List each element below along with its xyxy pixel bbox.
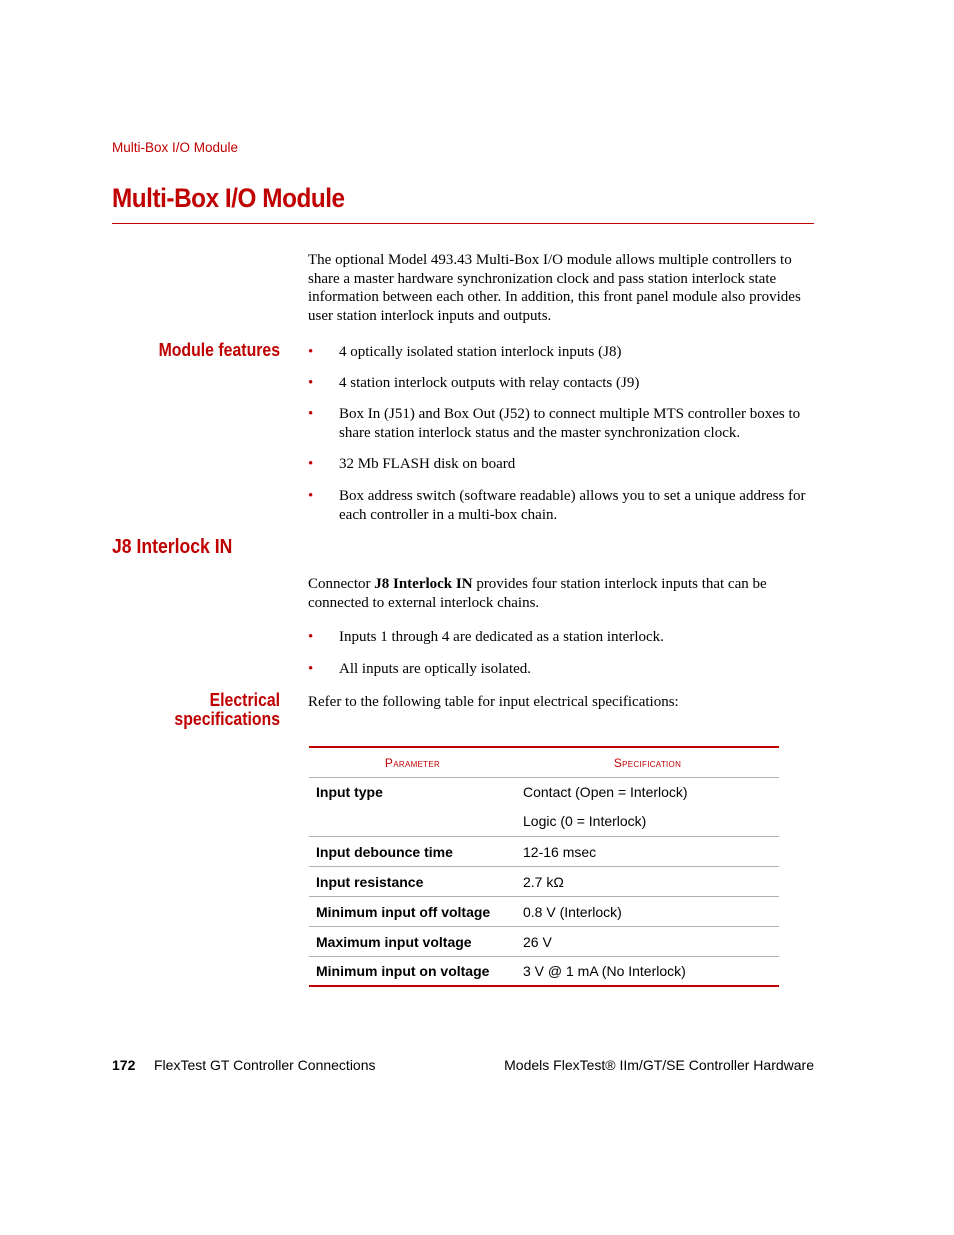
- list-item: • 32 Mb FLASH disk on board: [308, 456, 516, 473]
- column-header-specification: Specification: [516, 747, 779, 778]
- specification-cell: 26 V: [516, 927, 779, 957]
- specification-cell: 3 V @ 1 mA (No Interlock): [523, 963, 686, 979]
- parameter-cell: Minimum input on voltage: [316, 963, 490, 979]
- list-item: • 4 optically isolated station interlock inputs (J8): [308, 344, 622, 360]
- specification-cell: 2.7 kΩ: [516, 867, 779, 897]
- list-item: • All inputs are optically isolated.: [308, 660, 532, 677]
- parameter-cell: Minimum input off voltage: [309, 897, 516, 927]
- bullet-icon: •: [308, 344, 314, 360]
- page-title: Multi-Box I/O Module: [112, 183, 345, 213]
- footer-book-title: Models FlexTest® IIm/GT/SE Controller Hardware: [504, 1057, 814, 1073]
- parameter-cell: Input resistance: [309, 867, 516, 897]
- footer-chapter-title: FlexTest GT Controller Connections: [154, 1057, 376, 1073]
- running-head: Multi-Box I/O Module: [112, 140, 239, 155]
- list-item: • Box address switch (software readable) allows you to set a unique address for each controller in a multi-box chain.: [308, 488, 806, 523]
- table-row: [309, 957, 779, 987]
- specification-cell: Contact (Open = Interlock) Logic (0 = Interlock): [516, 778, 779, 837]
- module-features-heading: Module features: [158, 340, 280, 360]
- bullet-icon: •: [308, 629, 314, 645]
- connector-name: J8 Interlock IN: [374, 576, 473, 592]
- title-rule: [112, 223, 814, 224]
- parameter-cell: Input debounce time: [309, 837, 516, 867]
- bullet-icon: •: [308, 406, 314, 423]
- bullet-icon: •: [308, 375, 314, 392]
- list-item: • 4 station interlock outputs with relay contacts (J9): [308, 375, 640, 392]
- list-item: • Inputs 1 through 4 are dedicated as a station interlock.: [308, 629, 664, 645]
- bullet-icon: •: [308, 488, 314, 505]
- j8-interlock-heading: J8 Interlock IN: [112, 536, 233, 558]
- specification-cell: 0.8 V (Interlock): [516, 897, 779, 927]
- intro-paragraph: The optional Model 493.43 Multi-Box I/O module allows multiple controllers to share a master hardware synchronization clock and pass station interlock state information between each other. In addition, this front panel module also provides user station interlock inputs and outputs.: [308, 252, 801, 325]
- table-row: [309, 778, 779, 837]
- table-row: [309, 897, 779, 927]
- parameter-cell: Input type: [309, 778, 516, 837]
- bullet-icon: •: [308, 456, 314, 473]
- table-row: [309, 837, 779, 867]
- specification-cell: 12-16 msec: [516, 837, 779, 867]
- table-header-row: [309, 747, 779, 778]
- j8-list: [308, 628, 818, 678]
- list-item: • Box In (J51) and Box Out (J52) to connect multiple MTS controller boxes to share station interlock status and the master synchronization clock.: [308, 406, 801, 442]
- bullet-icon: •: [308, 660, 314, 677]
- module-features-list: [308, 343, 818, 524]
- table-row: [309, 867, 779, 897]
- page-number: 172: [112, 1057, 136, 1073]
- table-row: [309, 927, 779, 957]
- electrical-specifications-heading: Electrical specifications: [174, 690, 280, 729]
- electrical-intro: Refer to the following table for input electrical specifications:: [308, 694, 679, 710]
- parameter-cell: Maximum input voltage: [309, 927, 516, 957]
- column-header-parameter: Parameter: [309, 747, 516, 778]
- j8-paragraph: Connector J8 Interlock IN provides four station interlock inputs that can be connected to external interlock chains.: [308, 576, 767, 611]
- electrical-spec-table: [309, 746, 779, 987]
